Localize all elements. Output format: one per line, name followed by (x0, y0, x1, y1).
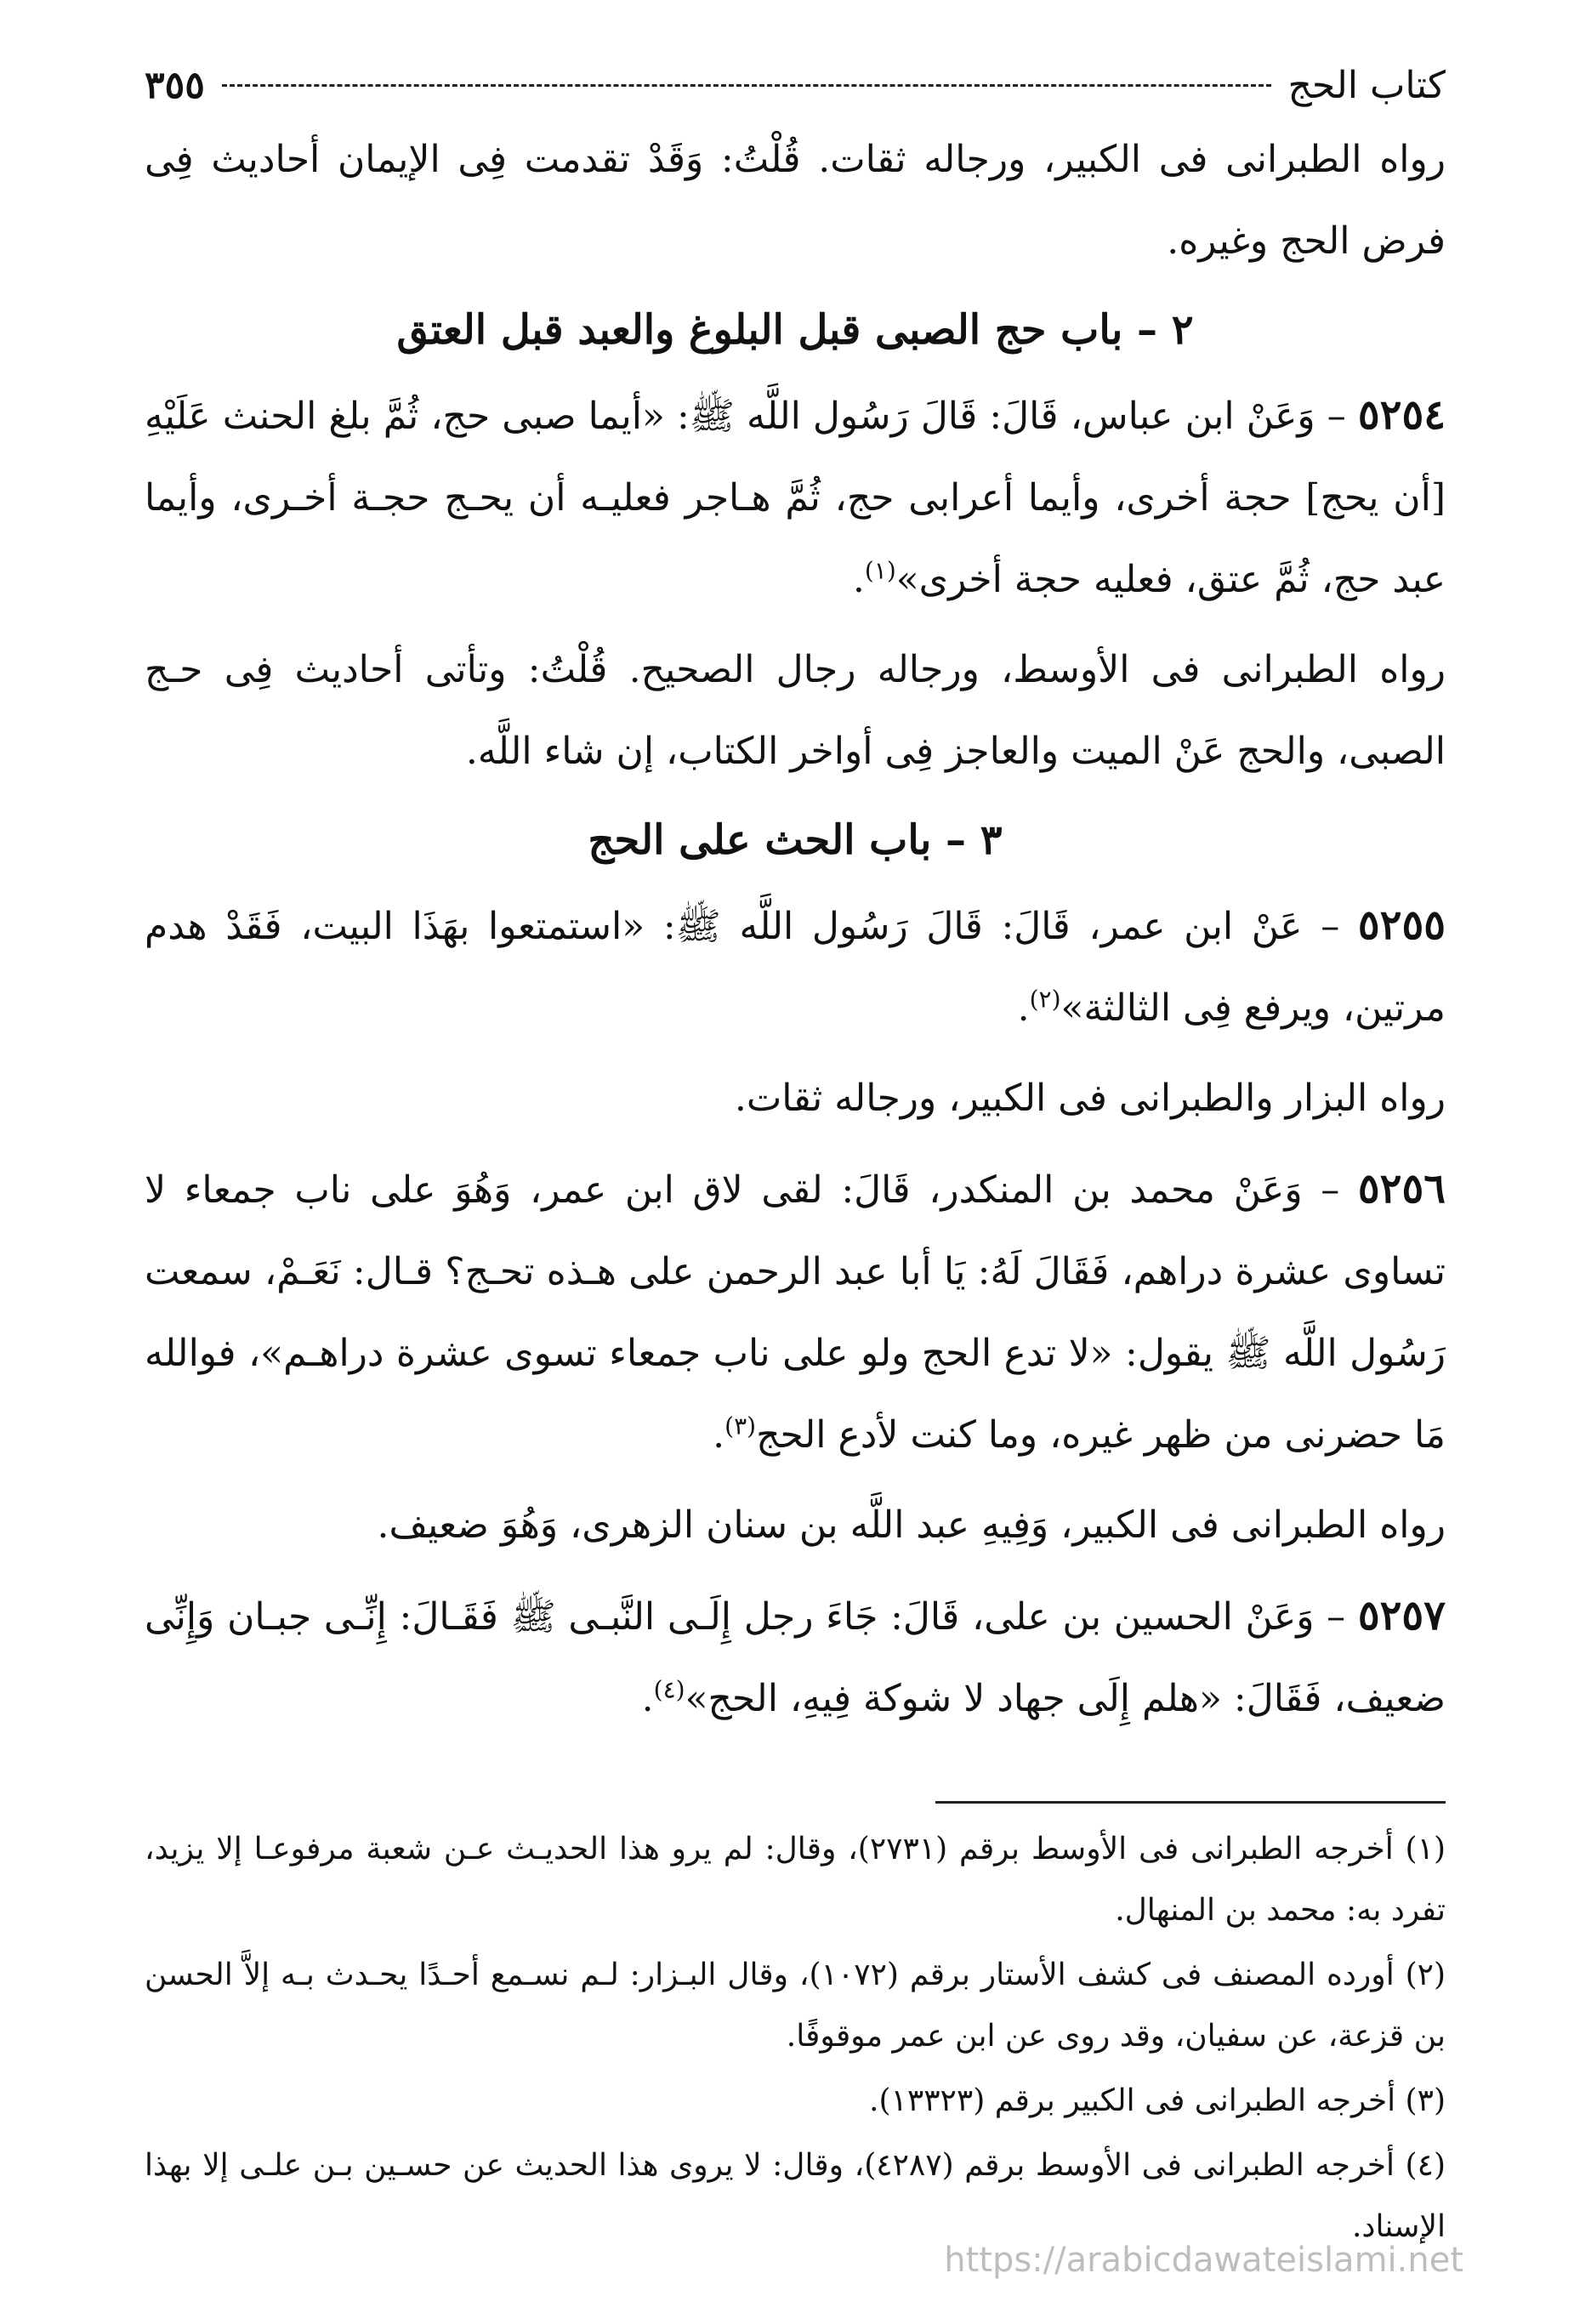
watermark-url: https://arabicdawateislami.net (944, 2241, 1463, 2280)
footnote-2: (٢) أورده المصنف فى كشف الأستار برقم (١٠٧٢)، وقال البـزار: لـم نسـمع أحـدًا يحـدث بـه إلاَّ الحسن بن قزعة، عن سفيان، وقد روى عن ابن عمر موقوفًا. (145, 1958, 1446, 2054)
paragraph-commentary-3: رواه الطبرانى فى الكبير، وَفِيهِ عبد اللَّه بن سنان الزهرى، وَهُوَ ضعيف. (377, 1503, 1446, 1547)
chapter-heading-2: ٢ – باب حج الصبى قبل البلوغ والعبد قبل العتق (396, 306, 1194, 354)
hadith-number: ٥٢٥٦ (1357, 1165, 1446, 1213)
hadith-5254: ٥٢٥٤ – وَعَنْ ابن عباس، قَالَ: قَالَ رَسُول اللَّه ﷺ: «أيما صبى حج، ثُمَّ بلغ الحنث عَلَيْهِ [أن يحج] حجة أخرى، وأيما أعرابى حج، ثُمَّ هـاجر فعليـه أن يحـج حجـة أخـرى، وأيما عبد حج، ثُمَّ عتق، فعليه حجة أخرى»$^{(١)}$. (145, 391, 1446, 601)
footnote-ref[interactable]: (٣) (724, 1412, 757, 1440)
hadith-text: – وَعَنْ ابن عباس، قَالَ: قَالَ رَسُول اللَّه ﷺ: «أيما صبى حج، ثُمَّ بلغ الحنث عَلَيْهِ [أن يحج] حجة أخرى، وأيما أعرابى حج، ثُمَّ هـاجر فعليـه أن يحـج حجـة أخـرى، وأيما عبد حج، ثُمَّ عتق، فعليه حجة أخرى» (145, 395, 1446, 601)
chapter-heading-3: ٣ – باب الحث على الحج (588, 816, 1003, 864)
paragraph-intro: رواه الطبرانى فى الكبير، ورجاله ثقات. قُلْتُ: وَقَدْ تقدمت فِى الإيمان أحاديث فِى فرض الحج وغيره. (145, 138, 1446, 263)
hadith-number: ٥٢٥٤ (1357, 391, 1446, 439)
paragraph-commentary-1: رواه الطبرانى فى الأوسط، ورجاله رجال الصحيح. قُلْتُ: وتأتى أحاديث فِى حـج الصبى، والحج عَنْ الميت والعاجز فِى أواخر الكتاب، إن شاء اللَّه. (145, 648, 1446, 773)
hadith-number: ٥٢٥٥ (1357, 901, 1446, 949)
hadith-5256: ٥٢٥٦ – وَعَنْ محمد بن المنكدر، قَالَ: لقى لاق ابن عمر، وَهُوَ على ناب جمعاء لا تساوى عشرة دراهم، فَقَالَ لَهُ: يَا أبا عبد الرحمن على هـذه تحـج؟ قـال: نَعَـمْ، سمعت رَسُول اللَّه ﷺ يقول: «لا تدع الحج ولو على ناب جمعاء تسوى عشرة دراهـم»، فوالله مَا حضرنى من ظهر غيره، وما كنت لأدع الحج$^{(٣)}$. (145, 1165, 1446, 1457)
hadith-text: – عَنْ ابن عمر، قَالَ: قَالَ رَسُول اللَّه ﷺ: «استمتعوا بهَذَا البيت، فَقَدْ هدم مرتين، ويرفع فِى الثالثة» (145, 905, 1446, 1030)
page-number: ٣٥٥ (145, 63, 205, 107)
hadith-text: – وَعَنْ محمد بن المنكدر، قَالَ: لقى لاق ابن عمر، وَهُوَ على ناب جمعاء لا تساوى عشرة دراهم، فَقَالَ لَهُ: يَا أبا عبد الرحمن على هـذه تحـج؟ قـال: نَعَـمْ، سمعت رَسُول اللَّه ﷺ يقول: «لا تدع الحج ولو على ناب جمعاء تسوى عشرة دراهـم»، فوالله مَا حضرنى من ظهر غيره، وما كنت لأدع الحج (145, 1168, 1446, 1457)
book-page (145, 51, 1446, 2313)
footnote-3: (٣) أخرجه الطبرانى فى الكبير برقم (١٣٣٢٣). (869, 2083, 1446, 2118)
footnote-divider (935, 1801, 1446, 1804)
footnote-ref[interactable]: (٢) (1029, 985, 1061, 1014)
hadith-5255: ٥٢٥٥ – عَنْ ابن عمر، قَالَ: قَالَ رَسُول اللَّه ﷺ: «استمتعوا بهَذَا البيت، فَقَدْ هدم مرتين، ويرفع فِى الثالثة»$^{(٢)}$. (145, 901, 1446, 1030)
footnote-ref[interactable]: (٤) (653, 1675, 685, 1704)
book-title: كتاب الحج (1287, 63, 1446, 107)
header-dashed-rule (222, 84, 1271, 87)
footnote-ref[interactable]: (١) (864, 556, 896, 585)
footnote-4: (٤) أخرجه الطبرانى فى الأوسط برقم (٤٢٨٧)، وقال: لا يروى هذا الحديث عن حسـين بـن علـى إلا بهذا الإسناد. (145, 2148, 1446, 2244)
running-header (145, 51, 1446, 119)
hadith-text: – وَعَنْ الحسين بن على، قَالَ: جَاءَ رجل إِلَـى النَّبـى ﷺ فَقَـالَ: إِنِّـى جبـان وَإِنِّى ضعيف، فَقَالَ: «هلم إِلَى جهاد لا شوكة فِيهِ، الحج» (145, 1595, 1446, 1720)
footnotes (145, 1819, 1446, 2258)
paragraph-commentary-2: رواه البزار والطبرانى فى الكبير، ورجاله ثقات. (734, 1077, 1446, 1120)
hadith-5257: ٥٢٥٧ – وَعَنْ الحسين بن على، قَالَ: جَاءَ رجل إِلَـى النَّبـى ﷺ فَقَـالَ: إِنِّـى جبـان وَإِنِّى ضعيف، فَقَالَ: «هلم إِلَى جهاد لا شوكة فِيهِ، الحج»$^{(٤)}$. (145, 1592, 1446, 1720)
footnote-1: (١) أخرجه الطبرانى فى الأوسط برقم (٢٧٣١)، وقال: لم يرو هذا الحديـث عـن شعبة مرفوعـا إلا يزيد، تفرد به: محمد بن المنهال. (145, 1832, 1446, 1928)
hadith-number: ٥٢٥٧ (1357, 1592, 1446, 1639)
